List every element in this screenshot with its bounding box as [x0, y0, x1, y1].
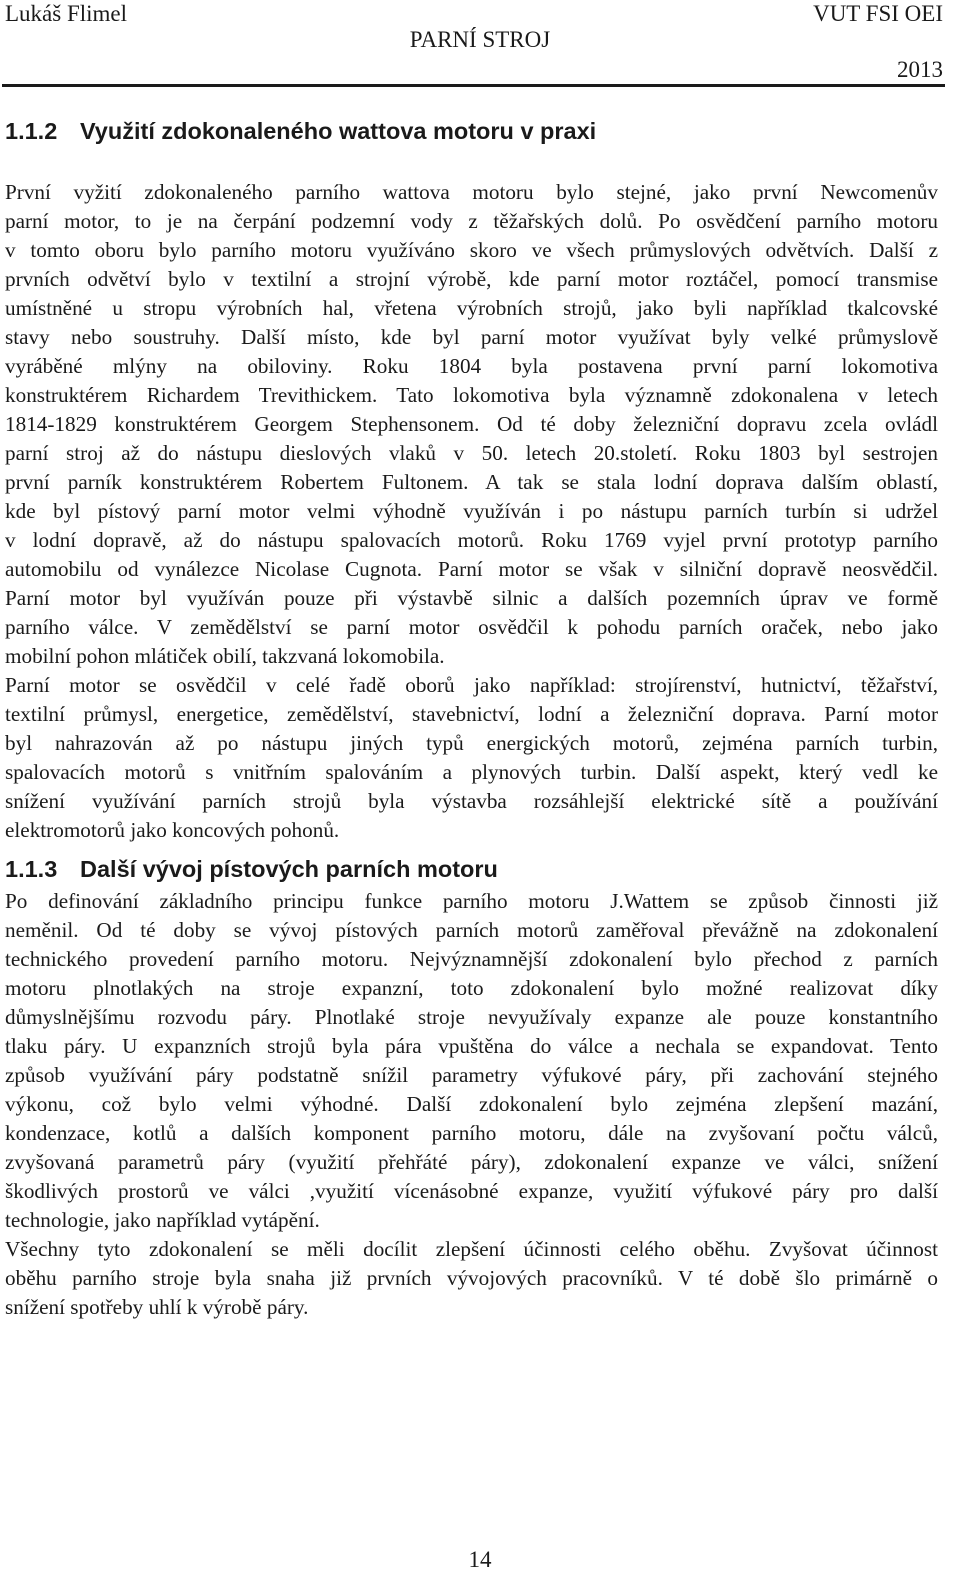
text-line: Po definování základního principu funkce parního motoru J.Wattem se způsob činnosti již	[5, 889, 938, 913]
text-line: technického provedení parního motoru. Nejvýznamnější zdokonalení bylo přechod z parních	[5, 947, 938, 971]
header-author: Lukáš Flimel	[5, 1, 128, 26]
text-line: neměnil. Od té doby se vývoj pístových parních motorů zaměřoval převážně na zdokonalení	[5, 918, 938, 942]
text-line: Parní motor byl využíván pouze při výstavbě silnic a dalších pozemních úprav ve formě	[5, 586, 938, 610]
header-year: 2013	[897, 57, 943, 82]
text-line: textilní průmysl, energetice, zemědělství, stavebnictví, lodní a železniční doprava. Parní motor	[5, 702, 938, 726]
text-line: elektromotorů jako koncových pohonů.	[5, 818, 340, 842]
text-line: snížení využívání parních strojů byla výstavba rozsáhlejší elektrické sítě a používání	[5, 789, 938, 813]
text-line: kondenzace, kotlů a dalších komponent parního motoru, dále na zvyšovaní počtu válců,	[5, 1121, 938, 1145]
text-line: snížení spotřeby uhlí k výrobě páry.	[5, 1295, 309, 1319]
header-institution: VUT FSI OEI	[813, 1, 943, 26]
text-line: výkonu, což bylo velmi výhodné. Další zdokonalení bylo zejména zlepšení mazání,	[5, 1092, 938, 1116]
text-line: prvních odvětví bylo v textilní a strojní výrobě, kde parní motor roztáčel, pomocí transmise	[5, 267, 938, 291]
section-title: Další vývoj pístových parních motoru	[80, 856, 498, 882]
section-heading	[5, 854, 943, 884]
section-heading	[5, 116, 943, 146]
text-line: tlaku páry. U expanzních strojů byla pára vpuštěna do válce a nechala se expandovat. Tento	[5, 1034, 938, 1058]
text-line: automobilu od vynálezce Nicolase Cugnota. Parní motor se však v silniční dopravě neosvědčil.	[5, 557, 938, 581]
section-number: 1.1.2	[5, 118, 58, 144]
text-line: způsob využívání páry podstatně snížil parametry výfukové páry, při zachování stejného	[5, 1063, 938, 1087]
text-line: oběhu parního stroje byla snaha již prvních vývojových pracovníků. V té době šlo primárně o	[5, 1266, 938, 1290]
text-line: důmyslnějšímu rozvodu páry. Plnotlaké stroje nevyužívaly expanze ale pouze konstantního	[5, 1005, 938, 1029]
text-line: mobilní pohon mlátiček obilí, takzvaná lokomobila.	[5, 644, 445, 668]
text-line: technologie, jako například vytápění.	[5, 1208, 320, 1232]
text-line: parního válce. V zemědělství se parní motor osvědčil k pohodu parních oraček, nebo jako	[5, 615, 938, 639]
text-line: umístněné u stropu výrobních hal, vřetena výrobních strojů, jako byli například tkalcovské	[5, 296, 938, 320]
header-divider	[2, 84, 945, 87]
text-line: vyráběné mlýny na obiloviny. Roku 1804 byla postavena první parní lokomotiva	[5, 354, 938, 378]
text-line: byl nahrazován až po nástupu jiných typů energických motorů, zejména parních turbin,	[5, 731, 938, 755]
text-line: v lodní dopravě, až do nástupu spalovacích motorů. Roku 1769 vyjel první prototyp parního	[5, 528, 938, 552]
text-line: parní stroj až do nástupu dieslových vlaků v 50. letech 20.století. Roku 1803 byl sestrojen	[5, 441, 938, 465]
text-line: stavy nebo soustruhy. Další místo, kde byl parní motor využívat byly velké průmyslově	[5, 325, 938, 349]
header-title: PARNÍ STROJ	[409, 27, 551, 52]
text-line: spalovacích motorů s vnitřním spalováním a plynových turbin. Další aspekt, který vedl ke	[5, 760, 938, 784]
text-line: první parník konstruktérem Robertem Fultonem. A tak se stala lodní doprava dalším oblastí,	[5, 470, 938, 494]
text-line: 1814-1829 konstruktérem Georgem Stephensonem. Od té doby železniční dopravu zcela ovládl	[5, 412, 938, 436]
section-title: Využití zdokonaleného wattova motoru v praxi	[80, 118, 597, 144]
text-line: První vyžití zdokonaleného parního wattova motoru bylo stejné, jako první Newcomenův	[5, 180, 938, 204]
text-line: motoru plnotlakých na stroje expanzní, toto zdokonalení bylo možné realizovat díky	[5, 976, 938, 1000]
text-line: v tomto oboru bylo parního motoru využíváno skoro ve všech průmyslových odvětvích. Další z	[5, 238, 938, 262]
section-number: 1.1.3	[5, 856, 58, 882]
text-line: zvyšovaná parametrů páry (využití přehřáté páry), zdokonalení expanze ve válci, snížení	[5, 1150, 938, 1174]
text-line: konstruktérem Richardem Trevithickem. Tato lokomotiva byla významně zdokonalena v letech	[5, 383, 938, 407]
text-line: Parní motor se osvědčil v celé řadě oborů jako například: strojírenství, hutnictví, těžařství,	[5, 673, 938, 697]
text-line: parní motor, to je na čerpání podzemní vody z těžařských dolů. Po osvědčení parního motoru	[5, 209, 938, 233]
page-number: 14	[468, 1547, 492, 1572]
text-line: Všechny tyto zdokonalení se měli docílit zlepšení účinnosti celého oběhu. Zvyšovat účinnost	[5, 1237, 938, 1261]
text-line: kde byl pístový parní motor velmi výhodně využíván i po nástupu parních turbín si udržel	[5, 499, 938, 523]
text-line: škodlivých prostorů ve válci ,využití vícenásobné expanze, využití výfukové páry pro další	[5, 1179, 938, 1203]
